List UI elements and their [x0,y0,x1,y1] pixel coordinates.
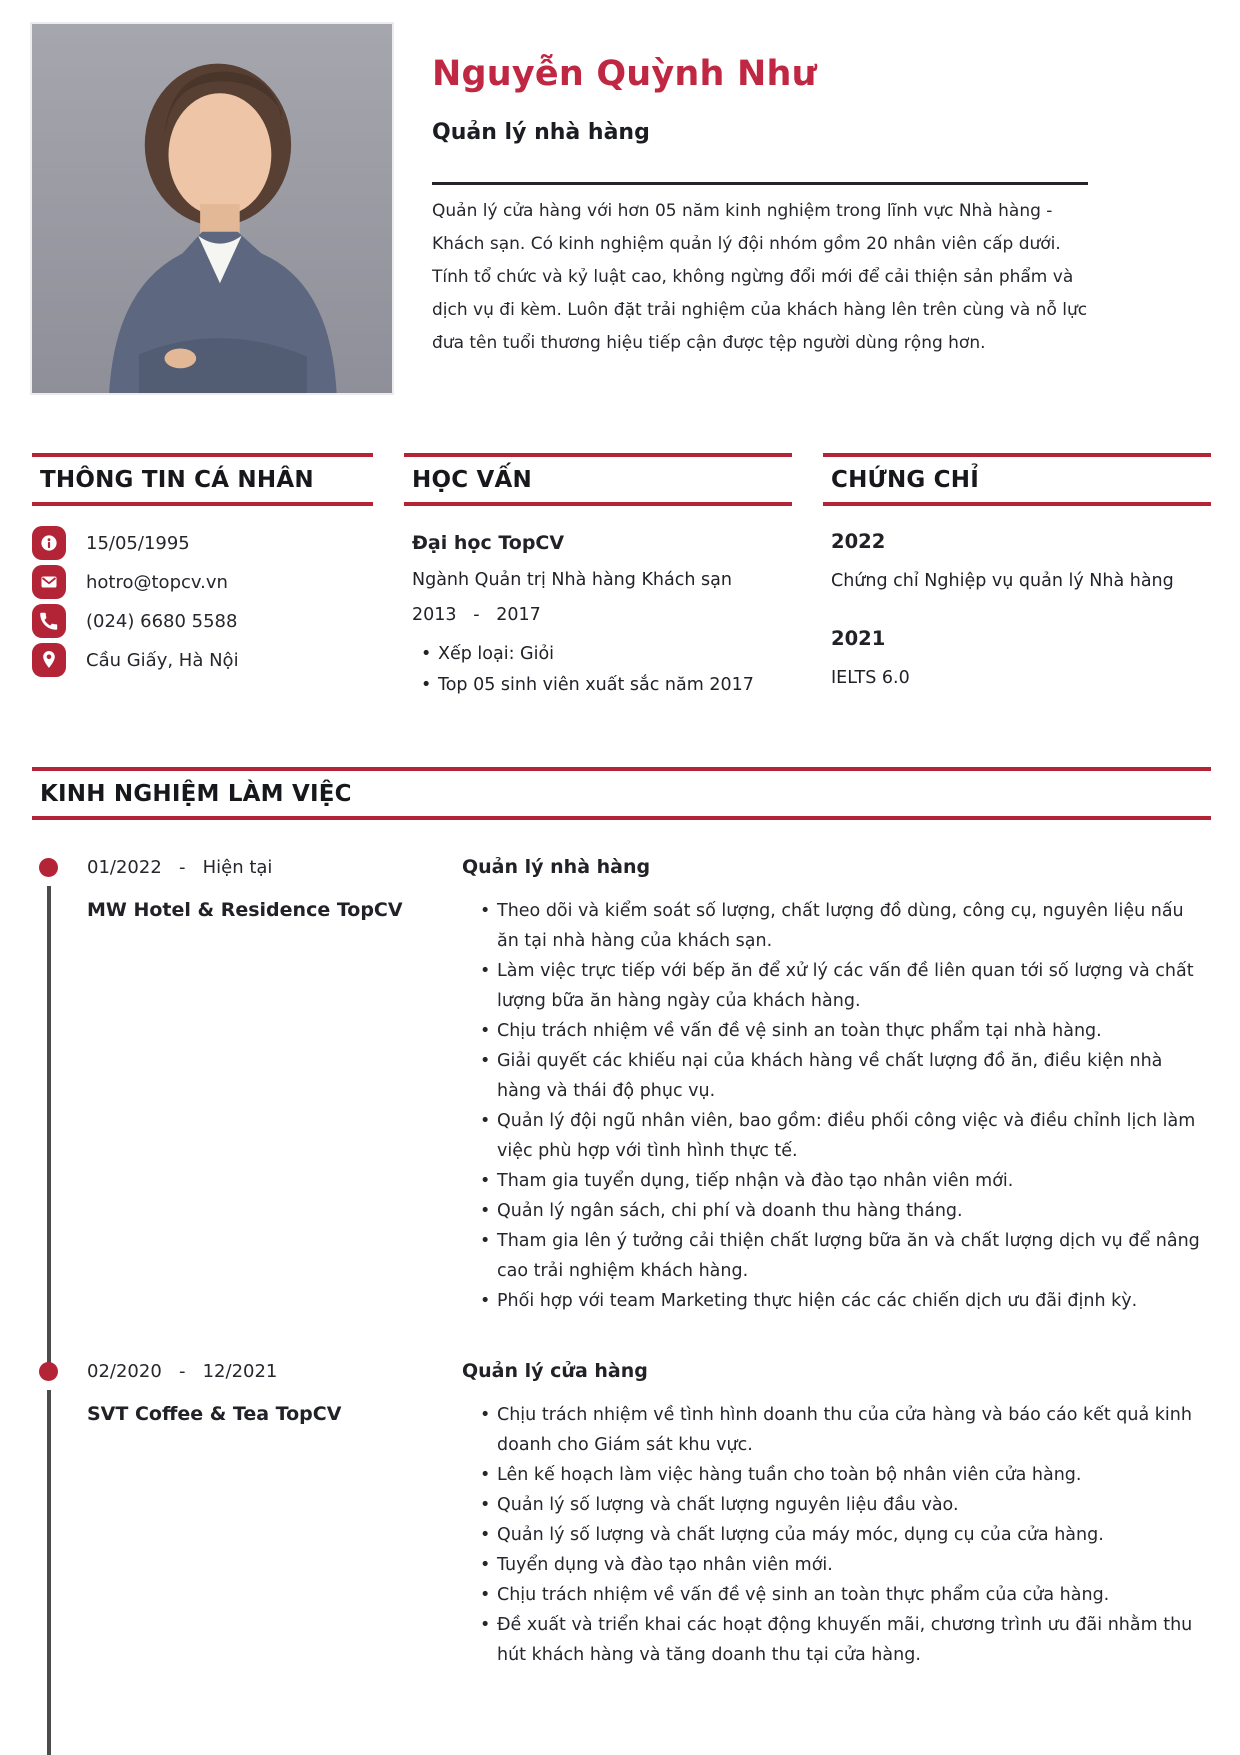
education-bullet-list [404,639,792,701]
timeline-rail [47,886,51,1374]
entry-bullet: • Giải quyết các khiếu nại của khách hàng về chất lượng đồ ăn, điều kiện nhà hàng và thái độ phục vụ. [497,1046,1211,1106]
certificate-name: Chứng chỉ Nghiệp vụ quản lý Nhà hàng [831,571,1174,591]
entry-bullet: • Tuyển dụng và đào tạo nhân viên mới. [497,1550,1211,1580]
entry-bullet: • Quản lý số lượng và chất lượng nguyên liệu đầu vào. [497,1490,1211,1520]
entry-bullet-list [462,1400,1211,1670]
entry-period: 01/2022 - Hiện tại [87,857,273,878]
address-value: Cầu Giấy, Hà Nội [86,649,239,671]
education-period: 2013 - 2017 [412,605,541,625]
entry-bullet: • Chịu trách nhiệm về vấn đề vệ sinh an toàn thực phẩm của cửa hàng. [497,1580,1211,1610]
timeline-dot [39,858,58,877]
entry-bullet: • Quản lý đội ngũ nhân viên, bao gồm: điều phối công việc và điều chỉnh lịch làm việc phù hợp với tình hình thực tế. [497,1106,1211,1166]
columns-row [32,453,1211,701]
email-icon [32,565,66,599]
timeline-dot [39,1362,58,1381]
entry-bullet: • Phối hợp với team Marketing thực hiện các các chiến dịch ưu đãi định kỳ. [497,1286,1211,1316]
phone-icon [32,604,66,638]
entry-company: SVT Coffee & Tea TopCV [87,1403,342,1425]
entry-bullet: • Tham gia tuyển dụng, tiếp nhận và đào tạo nhân viên mới. [497,1166,1211,1196]
education-bullet: • Top 05 sinh viên xuất sắc năm 2017 [438,670,792,701]
entry-bullet: • Tham gia lên ý tưởng cải thiện chất lượng bữa ăn và chất lượng dịch vụ để nâng cao trải nghiệm khách hàng. [497,1226,1211,1286]
summary-text: Quản lý cửa hàng với hơn 05 năm kinh nghiệm trong lĩnh vực Nhà hàng - Khách sạn. Có kinh nghiệm quản lý đội nhóm gồm 20 nhân viên cấp dưới. Tính tổ chức và kỷ luật cao, không ngừng đổi mới để cải thiện sản phẩm và dịch vụ đi kèm. Luôn đặt trải nghiệm của khách hàng lên trên cùng và nỗ lực đưa tên tuổi thương hiệu tiếp cận được tệp người dùng rộng hơn. [432,201,1088,353]
info-row-email [32,565,373,599]
entry-period: 02/2020 - 12/2021 [87,1361,278,1382]
education-title: HỌC VẤN [404,453,792,506]
education-school: Đại học TopCV [412,532,565,554]
personal-info-list [32,526,373,677]
personal-info-title: THÔNG TIN CÁ NHÂN [32,453,373,506]
job-title: Quản lý nhà hàng [432,120,650,145]
entry-details [462,854,1211,1316]
entry-bullet: • Chịu trách nhiệm về tình hình doanh thu của cửa hàng và báo cáo kết quả kinh doanh cho Giám sát khu vực. [497,1400,1211,1460]
entry-bullet: • Làm việc trực tiếp với bếp ăn để xử lý các vấn đề liên quan tới số lượng và chất lượng bữa ăn hàng ngày của khách hàng. [497,956,1211,1016]
info-row-phone [32,604,373,638]
entry-bullet: • Lên kế hoạch làm việc hàng tuần cho toàn bộ nhân viên cửa hàng. [497,1460,1211,1490]
candidate-name: Nguyễn Quỳnh Như [432,54,817,94]
entry-company: MW Hotel & Residence TopCV [87,899,403,921]
header-divider [432,182,1088,185]
experience-title: KINH NGHIỆM LÀM VIỆC [32,767,1211,820]
info-row-address [32,643,373,677]
certificate-item [823,627,1211,694]
certificate-year: 2022 [831,530,886,553]
entry-bullet: • Theo dõi và kiểm soát số lượng, chất lượng đồ dùng, công cụ, nguyên liệu nấu ăn tại nhà hàng của khách sạn. [497,896,1211,956]
email-value[interactable]: hotro@topcv.vn [86,571,228,593]
section-personal-info [32,453,373,701]
experience-entries [32,854,1211,1670]
entry-role: Quản lý nhà hàng [462,856,651,878]
entry-details [462,1358,1211,1670]
entry-role: Quản lý cửa hàng [462,1360,648,1382]
profile-photo-illustration [32,24,392,393]
entry-bullet-list [462,896,1211,1316]
certificates-title: CHỨNG CHỈ [823,453,1211,506]
entry-meta [32,1358,462,1670]
experience-entry [32,1358,1211,1670]
entry-bullet: • Đề xuất và triển khai các hoạt động khuyến mãi, chương trình ưu đãi nhằm thu hút khách hàng và tăng doanh thu tại cửa hàng. [497,1610,1211,1670]
timeline-rail [47,1390,51,1755]
education-bullet: • Xếp loại: Giỏi [438,639,792,670]
entry-bullet: • Quản lý ngân sách, chi phí và doanh thu hàng tháng. [497,1196,1211,1226]
location-icon [32,643,66,677]
certificate-year: 2021 [831,627,886,650]
phone-value: (024) 6680 5588 [86,610,238,632]
certificate-item [823,530,1211,597]
cv-header [0,0,1240,395]
education-major: Ngành Quản trị Nhà hàng Khách sạn [412,570,732,590]
info-icon [32,526,66,560]
certificate-name: IELTS 6.0 [831,668,910,688]
info-row-birthday [32,526,373,560]
profile-photo [30,22,394,395]
birthday-value: 15/05/1995 [86,532,190,554]
entry-meta [32,854,462,1316]
entry-bullet: • Chịu trách nhiệm về vấn đề vệ sinh an toàn thực phẩm tại nhà hàng. [497,1016,1211,1046]
experience-entry [32,854,1211,1316]
section-certificates [823,453,1211,701]
section-education [404,453,792,701]
entry-bullet: • Quản lý số lượng và chất lượng của máy móc, dụng cụ của cửa hàng. [497,1520,1211,1550]
section-experience [32,767,1211,1670]
intro-block [432,22,1088,395]
